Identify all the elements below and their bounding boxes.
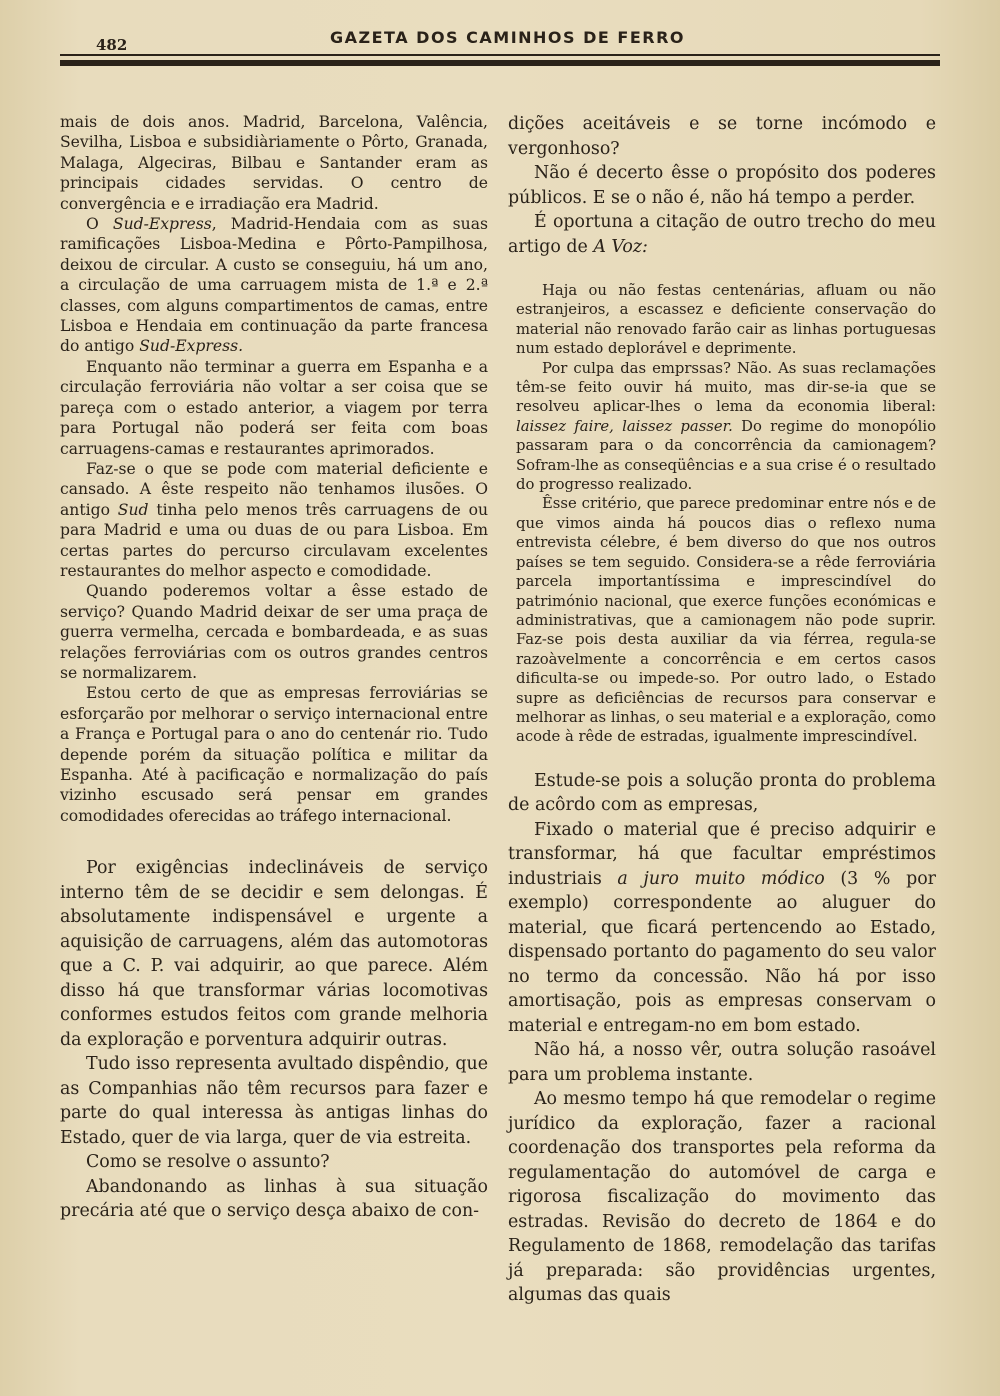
text-run: O	[86, 215, 113, 234]
paragraph: Por exigências indeclináveis de serviço interno têm de se decidir e sem delongas. É absolutamente indispensável e urgente a aquisição de carruagens, além das automotoras que a C. P. vai adquirir, ao que parece. Além disso há que transformar várias locomotivas conformes estudos feitos com grande melhoria da exploração e porventura adquirir outras.	[60, 858, 488, 1050]
header-rule-thin	[60, 54, 940, 56]
quote-paragraph: Haja ou não festas centenárias, afluam ou não estranjeiros, a escassez e deficiente conservação do material não renovado farão cair as linhas portuguesas num estado deplorável e deprimente.	[516, 282, 936, 358]
quote-paragraph: Êsse critério, que parece predominar entre nós e de que vimos ainda há poucos dias o reflexo numa entrevista célebre, é bem diverso do que nos outros países se tem seguido. Considera-se a rêde ferroviária parcela importantíssima e imprescindível do património nacional, que exerce funções económicas e administrativas, que a camionagem não pode suprir. Faz-se pois desta auxiliar da via férrea, regula-se razoàvelmente a concorrência e em certos casos dificulta-se ou impede-so. Por outro lado, o Estado supre as deficiências de recursos para conservar e melhorar as linhas, o seu material e a exploração, como acode à rêde de estradas, igualmente imprescindível.	[516, 495, 936, 746]
right-large-text-bottom	[508, 769, 936, 1308]
paragraph	[508, 818, 936, 1039]
text-run: , Madrid-Hendaia com as suas ramificações Lisboa-Medina e Pôrto-Pampilhosa, deixou de circular. A custo se conseguiu, há um ano, a circulação de uma carruagem mista de 1.ª e 2.ª classes, com alguns compartimentos de camas, entre Lisboa e Hendaia em continuação da parte francesa do antigo	[60, 215, 488, 356]
paragraph: Enquanto não terminar a guerra em Espanha e a circulação ferroviária não voltar a ser coisa que se pareça com o estado anterior, a viagem por terra para Portugal não poderá ser feita com boas carruagens-camas e restaurantes aprimorados.	[60, 357, 488, 458]
quote-paragraph	[516, 359, 936, 495]
page-number: 482	[96, 36, 128, 54]
italic-text: Sud-Express.	[139, 337, 244, 356]
section-gap	[508, 259, 936, 281]
italic-text: A Voz:	[593, 236, 648, 257]
text-run: tinha pelo menos três carruagens de ou para Madrid e uma ou duas de ou para Lisboa. Em certas partes do percurso circulavam excelentes restaurantes do melhor aspecto e comodidade.	[60, 500, 488, 580]
paragraph: Tudo isso representa avultado dispêndio, que as Companhias não têm recursos para fazer e parte do qual interessa às antigas linhas do Estado, quer de via larga, quer de via estreita.	[60, 1054, 488, 1148]
left-large-text	[60, 856, 488, 1224]
text-run: Por culpa das emprssas? Não. As suas reclamações têm-se feito ouvir há muito, mas dir-se-ia que se resolveu aplicar-lhes o lema da economia liberal:	[516, 359, 936, 416]
text-run: Do regime do monopólio passaram para o da concorrência da camionagem? Sofram-lhe as conseqüências e a sua crise é o resultado do progresso realizado.	[516, 417, 936, 494]
page-header	[60, 26, 940, 78]
paragraph: Estou certo de que as empresas ferroviárias se esforçarão por melhorar o serviço internacional entre a França e Portugal para o ano do centenár rio. Tudo depende porém da situação política e militar da Espanha. Até à pacificação e normalização do país vizinho escusado será pensar em grandes comodidades oferecidas ao tráfego internacional.	[60, 684, 488, 825]
section-gap	[60, 826, 488, 856]
paragraph: Como se resolve o assunto?	[86, 1152, 330, 1173]
section-gap	[508, 747, 936, 769]
left-small-text	[60, 112, 488, 826]
paragraph: Quando poderemos voltar a êsse estado de serviço? Quando Madrid deixar de ser uma praça de guerra vermelha, cercada e bombardeada, e as suas relações ferroviárias com os outros grandes centros se normalizarem.	[60, 582, 488, 682]
italic-text: Sud-Express	[112, 215, 212, 234]
running-title: GAZETA DOS CAMINHOS DE FERRO	[330, 28, 686, 47]
paragraph: Abandonando as linhas à sua situação precária até que o serviço desça abaixo de con-	[60, 1176, 488, 1222]
paragraph	[60, 459, 488, 581]
text-run: É oportuna a citação de outro trecho do meu artigo de	[508, 212, 936, 257]
right-large-text-top	[508, 112, 936, 259]
text-run: Faz-se o que se pode com material deficiente e cansado. A êste respeito não tenhamos ilusões. O antigo	[60, 459, 488, 519]
italic-text: a juro muito módico	[617, 868, 825, 889]
paragraph	[60, 214, 488, 357]
paragraph	[508, 210, 936, 259]
paragraph: dições aceitáveis e se torne incómodo e vergonhoso?	[508, 114, 936, 159]
paragraph: mais de dois anos. Madrid, Barcelona, Valência, Sevilha, Lisboa e subsidiàriamente o Pôrto, Granada, Malaga, Algeciras, Bilbau e Santander eram as principais cidades servidas. O centro de convergência e e irradiação era Madrid.	[60, 113, 488, 213]
left-column	[60, 112, 488, 1224]
paragraph: Estude-se pois a solução pronta do problema de acôrdo com as empresas,	[508, 770, 936, 816]
paragraph: Não há, a nosso vêr, outra solução rasoável para um problema instante.	[508, 1040, 936, 1085]
text-run: Fixado o material que é preciso adquirir e transformar, há que facultar empréstimos industriais	[508, 819, 936, 889]
quoted-excerpt	[508, 281, 936, 747]
italic-text: laissez faire, laissez passer.	[516, 417, 733, 435]
text-run: (3 % por exemplo) correspondente ao aluguer do material, que ficará pertencendo ao Estado, dispensado portanto do pagamento do seu valor no termo da concessão. Não há por isso amortisação, pois as empresas conservam o material e entregam-no em bom estado.	[508, 868, 936, 1036]
paragraph: Não é decerto êsse o propósito dos poderes públicos. E se o não é, não há tempo a perder.	[508, 163, 936, 208]
paragraph: Ao mesmo tempo há que remodelar o regime jurídico da exploração, fazer a racional coordenação dos transportes pela reforma da regulamentação do automóvel de carga e rigorosa fiscalização do movimento das estradas. Revisão do decreto de 1864 e do Regulamento de 1868, remodelação das tarifas já preparada: são providências urgentes, algumas das quais	[508, 1089, 936, 1306]
header-rule-thick	[60, 60, 940, 66]
right-column	[508, 112, 936, 1308]
italic-text: Sud	[117, 500, 149, 519]
